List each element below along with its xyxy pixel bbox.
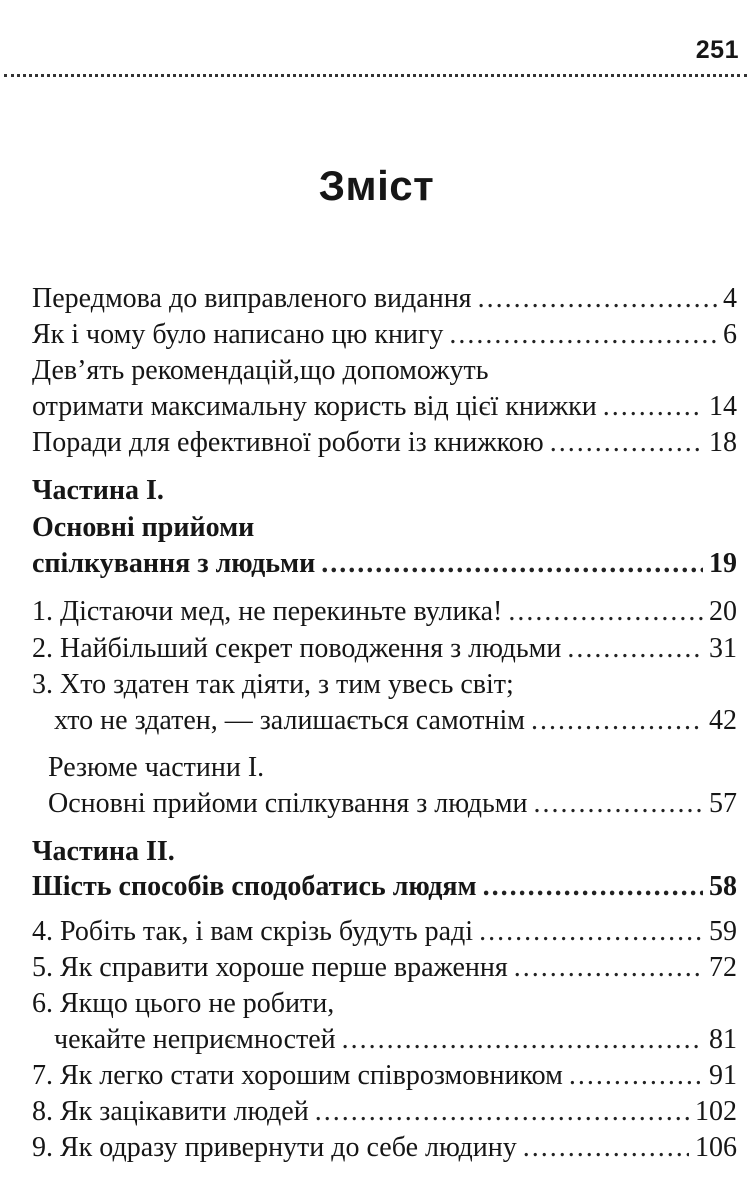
chapter-page: 102	[695, 1096, 737, 1127]
part-title: спілкування з людьми	[32, 548, 316, 579]
dot-leader	[449, 315, 717, 355]
toc-entry-title: Поради для ефективної роботи із книжкою	[32, 427, 544, 458]
chapter-entry	[0, 1020, 753, 1060]
dot-leader	[483, 867, 703, 907]
part-title-line1	[0, 508, 753, 548]
chapter-title: чекайте неприємностей	[54, 1024, 336, 1055]
chapter-title: 8. Як зацікавити людей	[32, 1096, 309, 1127]
dot-leader	[315, 1092, 689, 1132]
page-title: Зміст	[318, 162, 435, 209]
chapter-title: 4. Робіть так, і вам скрізь будуть раді	[32, 916, 474, 947]
page-number: 251	[695, 36, 739, 64]
part-label: Частина ІІ.	[32, 836, 175, 867]
part-page: 19	[709, 548, 737, 579]
toc-entry-line1	[0, 351, 753, 391]
dot-leader	[534, 784, 704, 824]
dot-leader	[531, 701, 703, 741]
header-dotted-rule	[4, 74, 747, 77]
chapter-entry-line1	[0, 665, 753, 705]
summary-title: Основні прийоми спілкування з людьми	[48, 788, 528, 819]
toc-entry-page: 14	[709, 391, 737, 422]
dot-leader	[479, 912, 703, 952]
chapter-title: 5. Як справити хороше перше враження	[32, 952, 508, 983]
chapter-page: 91	[709, 1060, 737, 1091]
part-title: Шість способів сподобатись людям	[32, 871, 477, 902]
chapter-page: 20	[709, 596, 737, 627]
chapter-page: 81	[709, 1024, 737, 1055]
chapter-title: 6. Якщо цього не робити,	[32, 988, 335, 1019]
toc-entry-title: отримати максимальну користь від цієї книжки	[32, 391, 597, 422]
dot-leader	[569, 1056, 703, 1096]
dot-leader	[514, 948, 703, 988]
dot-leader	[342, 1020, 703, 1060]
chapter-page: 42	[709, 705, 737, 736]
chapter-entry	[0, 948, 753, 988]
toc-entry	[0, 387, 753, 427]
toc-entry-page: 18	[709, 427, 737, 458]
chapter-title: 2. Найбільший секрет поводження з людьми	[32, 633, 562, 664]
summary-label: Резюме частини І.	[48, 752, 265, 783]
toc-entry-title: Передмова до виправленого видання	[32, 283, 472, 314]
dot-leader	[550, 423, 703, 463]
chapter-title: хто не здатен, — залишається самотнім	[54, 705, 526, 736]
chapter-entry-line1	[0, 984, 753, 1024]
chapter-title: 1. Дістаючи мед, не перекиньте вулика!	[32, 596, 503, 627]
chapter-page: 59	[709, 916, 737, 947]
chapter-title: 7. Як легко стати хорошим співрозмовником	[32, 1060, 563, 1091]
chapter-entry	[0, 592, 753, 632]
summary-heading	[0, 748, 753, 788]
dot-leader	[321, 544, 703, 584]
chapter-entry	[0, 1128, 753, 1168]
chapter-page: 106	[695, 1132, 737, 1163]
toc-entry	[0, 315, 753, 355]
part-page: 58	[709, 871, 737, 902]
dot-leader	[603, 387, 703, 427]
toc-entry	[0, 279, 753, 319]
part-title: Основні прийоми	[32, 512, 255, 543]
part-entry	[0, 544, 753, 584]
part-heading	[0, 471, 753, 511]
toc-entry-page: 4	[723, 283, 737, 314]
summary-entry	[0, 784, 753, 824]
chapter-title: 9. Як одразу привернути до себе людину	[32, 1132, 517, 1163]
toc-entry-page: 6	[723, 319, 737, 350]
part-heading	[0, 832, 753, 872]
dot-leader	[523, 1128, 689, 1168]
toc-entry-title: Дев’ять рекомендацій,що допоможуть	[32, 355, 489, 386]
chapter-entry	[0, 629, 753, 669]
dot-leader	[508, 592, 703, 632]
chapter-entry	[0, 1092, 753, 1132]
part-label: Частина І.	[32, 475, 164, 506]
chapter-entry	[0, 1056, 753, 1096]
dot-leader	[567, 629, 703, 669]
part-entry	[0, 867, 753, 907]
chapter-entry	[0, 912, 753, 952]
chapter-title: 3. Хто здатен так діяти, з тим увесь світ;	[32, 669, 514, 700]
chapter-page: 72	[709, 952, 737, 983]
summary-page: 57	[709, 788, 737, 819]
chapter-page: 31	[709, 633, 737, 664]
dot-leader	[478, 279, 717, 319]
toc-entry	[0, 423, 753, 463]
toc-entry-title: Як і чому було написано цю книгу	[32, 319, 444, 350]
chapter-entry	[0, 701, 753, 741]
